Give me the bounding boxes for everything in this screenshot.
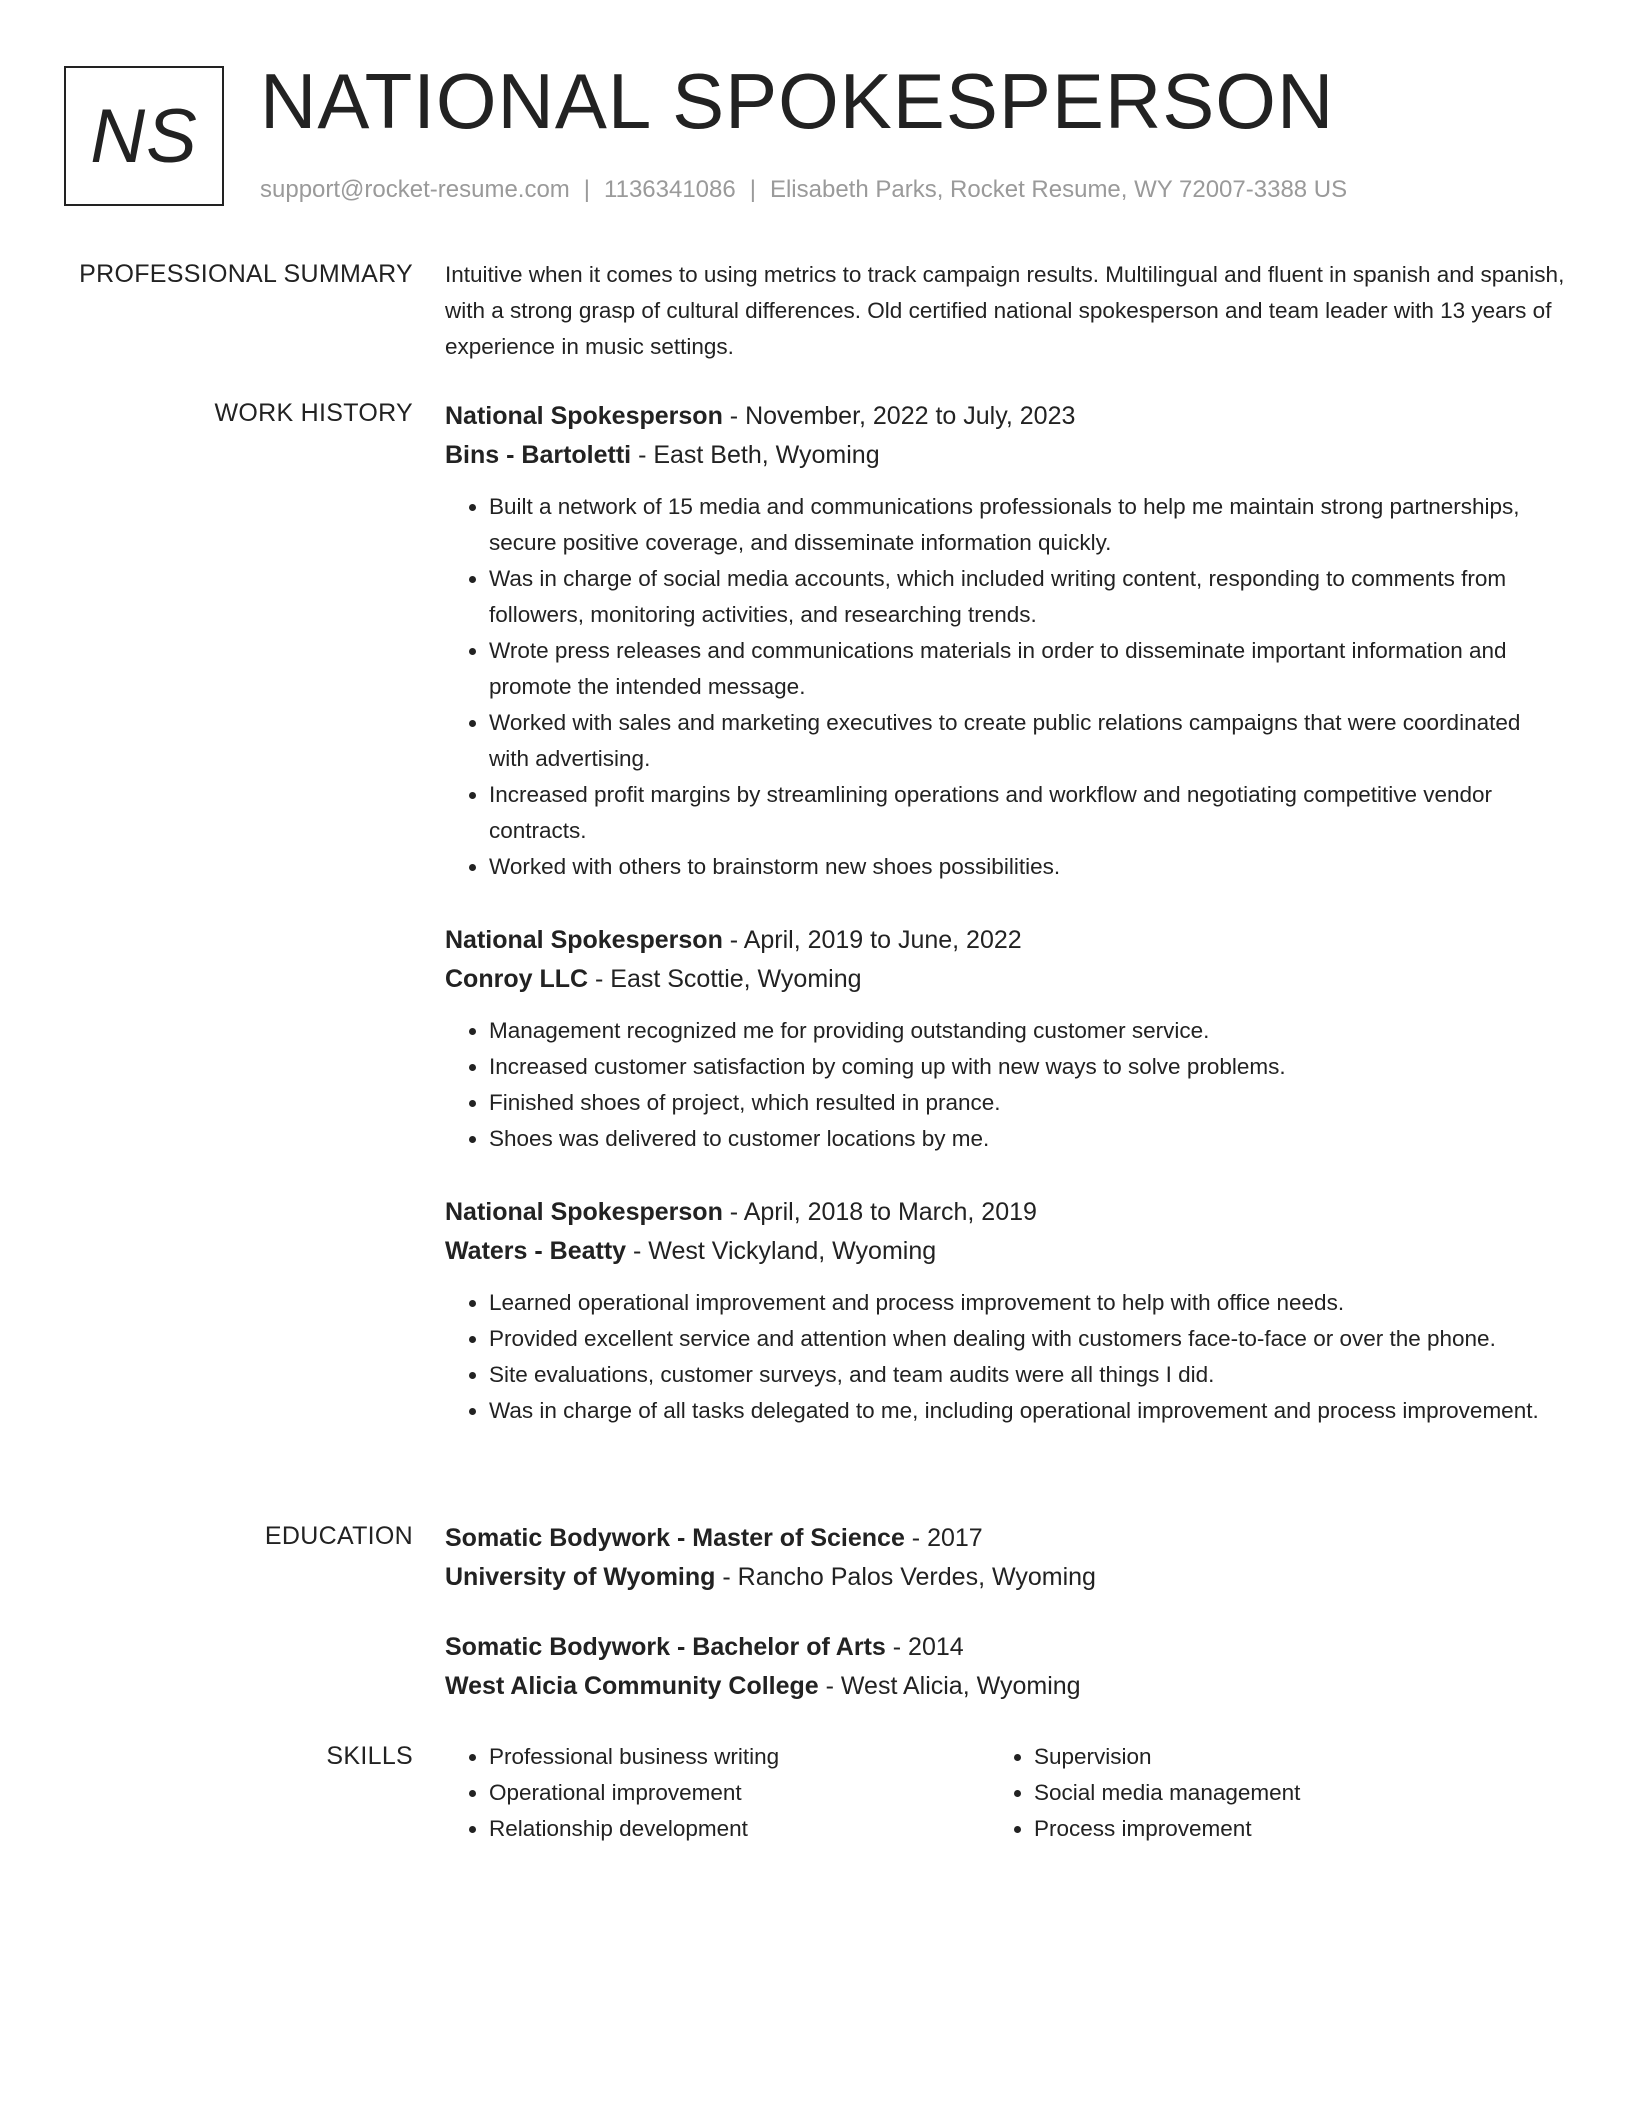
school-location: - West Alicia, Wyoming [818,1672,1081,1700]
degree-year: - 2014 [885,1633,964,1661]
job-location: - East Beth, Wyoming [631,441,880,469]
skills-body [445,1739,1565,1847]
education-body [445,1519,1565,1736]
job-bullets [445,489,1565,885]
job-bullet: • Worked with others to brainstorm new shoes possibilities. [489,849,1565,885]
contact-phone: 1136341086 [604,176,736,203]
job-dates: - April, 2019 to June, 2022 [722,926,1022,954]
job-bullet: • Wrote press releases and communications materials in order to disseminate important information and promote the intended message. [489,633,1565,705]
work-history-body [445,397,1565,1459]
education-entry [445,1628,1565,1706]
job-bullet: • Site evaluations, customer surveys, and team audits were all things I did. [489,1357,1565,1393]
job-company-line [445,1232,1565,1271]
job-bullet: • Shoes was delivered to customer locations by me. [489,1121,1565,1157]
job-bullet: • Finished shoes of project, which resulted in prance. [489,1085,1565,1121]
job-location: - East Scottie, Wyoming [588,965,862,993]
job-role: National Spokesperson [445,926,723,954]
job-company: Waters - Beatty [445,1237,627,1265]
job-bullet: • Increased customer satisfaction by coming up with new ways to solve problems. [489,1049,1565,1085]
job-entry [445,921,1565,1157]
job-bullet: • Was in charge of social media accounts, which included writing content, responding to comments from followers, monitoring activities, and researching trends. [489,561,1565,633]
degree-name: Somatic Bodywork - Bachelor of Arts [445,1633,886,1661]
degree-year: - 2017 [904,1524,983,1552]
degree-line [445,1519,1565,1558]
skill-item: • Professional business writing [489,1739,990,1775]
school-name: University of Wyoming [445,1563,716,1591]
section-title-work-history: WORK HISTORY [214,399,413,427]
skills-list-left [445,1739,990,1847]
job-title-line [445,921,1565,960]
job-bullet: • Was in charge of all tasks delegated to me, including operational improvement and process improvement. [489,1393,1565,1429]
school-location: - Rancho Palos Verdes, Wyoming [715,1563,1096,1591]
summary-text: Intuitive when it comes to using metrics to track campaign results. Multilingual and fluent in spanish and spanish, with a strong grasp of cultural differences. Old certified national spokesperson and team leader with 13 years of experience in music settings. [445,262,1565,359]
skills-list-right [990,1739,1494,1847]
job-company: Bins - Bartoletti [445,441,632,469]
contact-address: Elisabeth Parks, Rocket Resume, WY 72007-3388 US [769,176,1348,203]
job-bullets [445,1285,1565,1429]
skill-item: • Supervision [1034,1739,1494,1775]
contact-separator: | [749,176,756,203]
degree-name: Somatic Bodywork - Master of Science [445,1524,905,1552]
skill-item: • Social media management [1034,1775,1494,1811]
skill-item: • Operational improvement [489,1775,990,1811]
contact-email: support@rocket-resume.com [260,176,570,203]
contact-separator: | [583,176,591,203]
job-title-line [445,1193,1565,1232]
job-company-line [445,960,1565,999]
job-company-line [445,436,1565,475]
job-role: National Spokesperson [445,1198,723,1226]
school-line [445,1667,1565,1706]
job-dates: - April, 2018 to March, 2019 [722,1198,1037,1226]
job-bullet: • Worked with sales and marketing executives to create public relations campaigns that were coordinated with advertising. [489,705,1565,777]
job-dates: - November, 2022 to July, 2023 [722,402,1076,430]
candidate-name: NATIONAL SPOKESPERSON [260,57,1335,145]
degree-line [445,1628,1565,1667]
monogram-box [64,66,224,206]
school-line [445,1558,1565,1597]
section-title-skills: SKILLS [326,1742,413,1770]
skill-item: • Process improvement [1034,1811,1494,1847]
summary-body [445,257,1565,365]
education-entry [445,1519,1565,1597]
job-bullets [445,1013,1565,1157]
section-title-summary: PROFESSIONAL SUMMARY [79,260,413,288]
job-bullet: • Provided excellent service and attention when dealing with customers face-to-face or over the phone. [489,1321,1565,1357]
skill-item: • Relationship development [489,1811,990,1847]
job-role: National Spokesperson [445,402,723,430]
school-name: West Alicia Community College [445,1672,819,1700]
section-title-education: EDUCATION [264,1522,413,1550]
job-entry [445,1193,1565,1429]
job-entry [445,397,1565,885]
contact-line [260,174,1347,206]
job-bullet: • Built a network of 15 media and communications professionals to help me maintain strong partnerships, secure positive coverage, and disseminate information quickly. [489,489,1565,561]
job-bullet: • Increased profit margins by streamlining operations and workflow and negotiating competitive vendor contracts. [489,777,1565,849]
job-location: - West Vickyland, Wyoming [626,1237,937,1265]
job-company: Conroy LLC [445,965,589,993]
job-bullet: • Learned operational improvement and process improvement to help with office needs. [489,1285,1565,1321]
job-title-line [445,397,1565,436]
monogram-text: NS [90,93,198,179]
job-bullet: • Management recognized me for providing outstanding customer service. [489,1013,1565,1049]
skills-grid [445,1739,1565,1847]
